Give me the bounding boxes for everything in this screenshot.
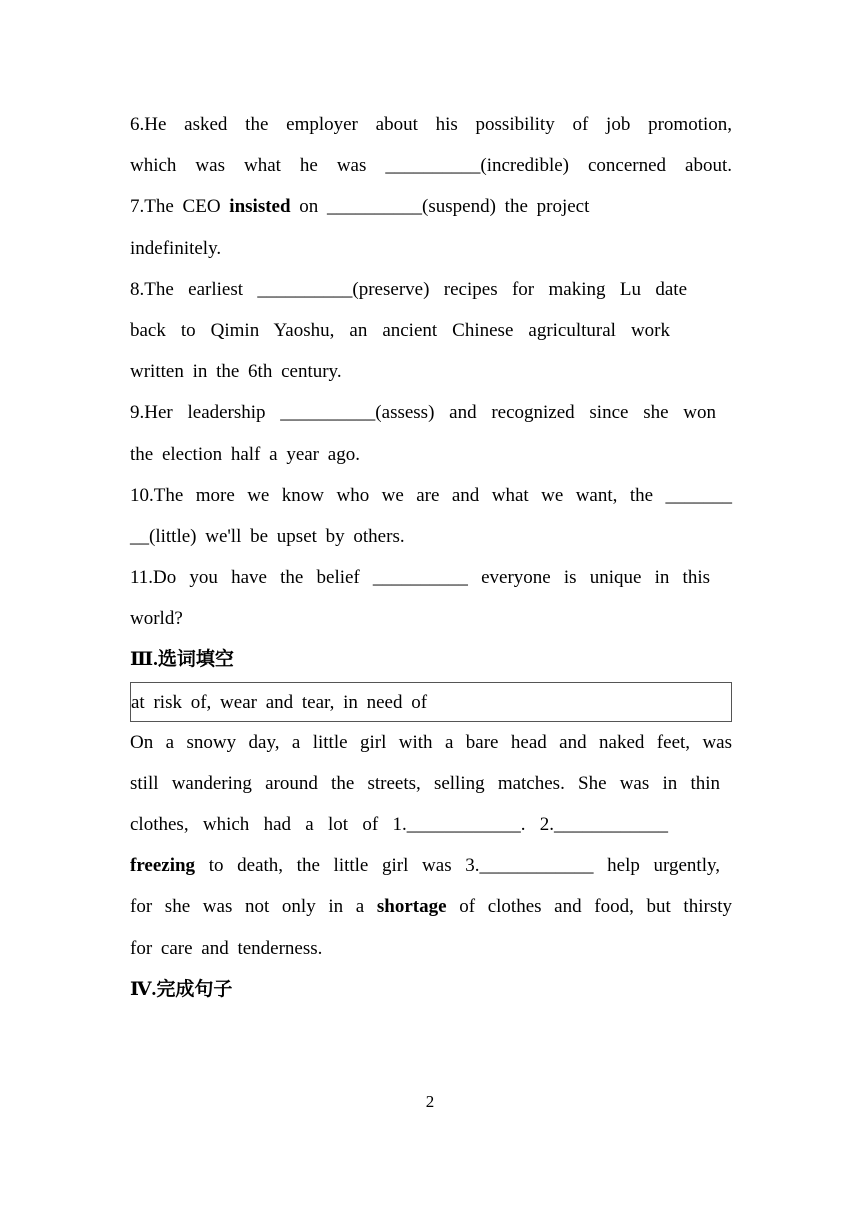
passage-line-5-prefix: for she was not only in a: [130, 896, 377, 918]
question-10-line-1: 10.The more we know who we are and what we want, the _______: [130, 484, 732, 506]
section-3-numeral: Ⅲ.: [130, 649, 158, 671]
question-9-line-2: the election half a year ago.: [130, 443, 360, 465]
passage-line-4: [130, 845, 720, 886]
passage-line-5: [130, 886, 732, 927]
page-number: 2: [425, 1092, 435, 1111]
passage-line-4-rest: to death, the little girl was 3.____________ help urgently,: [195, 855, 720, 877]
question-11: [130, 557, 732, 639]
passage: [130, 722, 732, 969]
question-7-line-1: [130, 186, 626, 227]
keyword-shortage: shortage: [376, 896, 447, 918]
question-6-line-1: 6.He asked the employer about his possibility of job promotion,: [130, 114, 732, 135]
question-8: [130, 269, 732, 393]
question-10-line-2: __(little) we'll be upset by others.: [130, 525, 405, 547]
question-8-line-2: back to Qimin Yaoshu, an ancient Chinese agricultural work: [130, 319, 670, 341]
question-6: [130, 104, 732, 186]
question-7-suffix: on __________(suspend) the project: [290, 196, 590, 218]
keyword-insisted: insisted: [229, 196, 291, 218]
question-11-line-2: world?: [130, 608, 183, 630]
section-4-heading: [130, 969, 732, 1010]
question-6-line-2: which was what he was __________(incredible) concerned about.: [130, 155, 732, 177]
section-4-numeral: Ⅳ.: [130, 978, 157, 1000]
passage-line-3: clothes, which had a lot of 1.____________. 2.____________: [130, 814, 668, 835]
word-bank-box: at risk of, wear and tear, in need of: [130, 682, 732, 722]
passage-line-5-suffix: of clothes and food, but thirsty: [446, 896, 732, 918]
question-7: [130, 186, 732, 268]
question-9: [130, 392, 732, 474]
passage-line-2: still wandering around the streets, selling matches. She was in thin: [130, 772, 720, 794]
question-9-line-1: 9.Her leadership __________(assess) and recognized since she won: [130, 402, 716, 424]
question-11-line-1: 11.Do you have the belief __________ everyone is unique in this: [130, 567, 710, 589]
keyword-freezing: freezing: [130, 855, 196, 877]
section-4-title: 完成句子: [156, 977, 233, 1000]
question-7-prefix: 7.The CEO: [130, 196, 230, 218]
section-3-heading: [130, 639, 732, 680]
question-10: [130, 475, 732, 557]
passage-line-6: for care and tenderness.: [130, 937, 323, 959]
question-8-line-1: 8.The earliest __________(preserve) recipes for making Lu date: [130, 278, 687, 300]
question-8-line-3: written in the 6th century.: [130, 361, 342, 383]
question-7-line-2: indefinitely.: [130, 237, 222, 259]
section-3-title: 选词填空: [157, 648, 234, 671]
worksheet-page: [130, 104, 732, 1010]
passage-line-1: On a snowy day, a little girl with a bare head and naked feet, was: [130, 731, 732, 753]
